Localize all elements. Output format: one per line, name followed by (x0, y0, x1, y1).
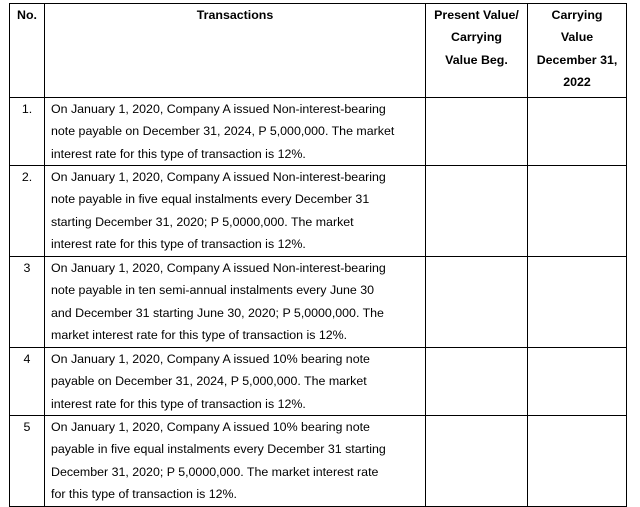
carrying-value-cell[interactable] (528, 98, 627, 166)
header-carrying-value-line: Carrying (551, 8, 603, 22)
present-value-cell[interactable] (426, 166, 528, 257)
row-number: 1. (10, 98, 45, 166)
description-line: On January 1, 2020, Company A issued Non-interest-bearing (51, 102, 386, 116)
header-present-value-line: Value Beg. (445, 52, 508, 67)
row-number: 3 (10, 257, 45, 348)
present-value-cell[interactable] (426, 257, 528, 348)
header-transactions: Transactions (45, 4, 426, 98)
present-value-cell[interactable] (426, 416, 528, 507)
table-row (10, 348, 627, 416)
header-present-value-line: Present Value/ (434, 8, 519, 22)
present-value-cell[interactable] (426, 348, 528, 416)
description-line: On January 1, 2020, Company A issued Non-interest-bearing (51, 170, 386, 184)
description-line: note payable in ten semi-annual instalments every June 30 (51, 283, 375, 298)
carrying-value-cell[interactable] (528, 416, 627, 507)
description-line: payable in five equal instalments every December 31 starting (51, 442, 386, 457)
description-line: interest rate for this type of transaction is 12%. (51, 236, 306, 251)
header-carrying-value-line: 2022 (563, 74, 591, 89)
row-number: 4 (10, 348, 45, 416)
carrying-value-cell[interactable] (528, 166, 627, 257)
header-present-value (426, 4, 528, 98)
transactions-table (9, 3, 627, 507)
description-line: and December 31 starting June 30, 2020; P 5,0000,000. The (51, 305, 384, 320)
description-line: On January 1, 2020, Company A issued 10% bearing note (51, 420, 370, 434)
transaction-description (45, 348, 426, 416)
row-number: 2. (10, 166, 45, 257)
header-no: No. (10, 4, 45, 98)
transaction-description (45, 257, 426, 348)
description-line: December 31, 2020; P 5,0000,000. The market interest rate (51, 464, 379, 479)
present-value-cell[interactable] (426, 98, 528, 166)
header-carrying-value-line: December 31, (536, 52, 618, 67)
description-line: starting December 31, 2020; P 5,0000,000. The market (51, 214, 354, 229)
transaction-description (45, 98, 426, 166)
description-line: interest rate for this type of transaction is 12%. (51, 146, 306, 161)
description-line: for this type of transaction is 12%. (51, 486, 237, 501)
header-row (10, 4, 627, 98)
transaction-description (45, 166, 426, 257)
description-line: interest rate for this type of transaction is 12%. (51, 396, 306, 411)
description-line: On January 1, 2020, Company A issued Non-interest-bearing (51, 261, 386, 275)
description-line: market interest rate for this type of transaction is 12%. (51, 327, 348, 342)
table-row (10, 98, 627, 166)
table-row (10, 166, 627, 257)
row-number: 5 (10, 416, 45, 507)
description-line: On January 1, 2020, Company A issued 10% bearing note (51, 352, 370, 366)
carrying-value-cell[interactable] (528, 348, 627, 416)
description-line: note payable in five equal instalments every December 31 (51, 192, 370, 207)
header-carrying-value (528, 4, 627, 98)
table-row (10, 257, 627, 348)
header-carrying-value-line: Value (560, 30, 594, 45)
carrying-value-cell[interactable] (528, 257, 627, 348)
header-present-value-line: Carrying (451, 30, 502, 45)
transaction-description (45, 416, 426, 507)
table-row (10, 416, 627, 507)
description-line: payable on December 31, 2024, P 5,000,000. The market (51, 374, 367, 389)
description-line: note payable on December 31, 2024, P 5,000,000. The market (51, 124, 395, 139)
